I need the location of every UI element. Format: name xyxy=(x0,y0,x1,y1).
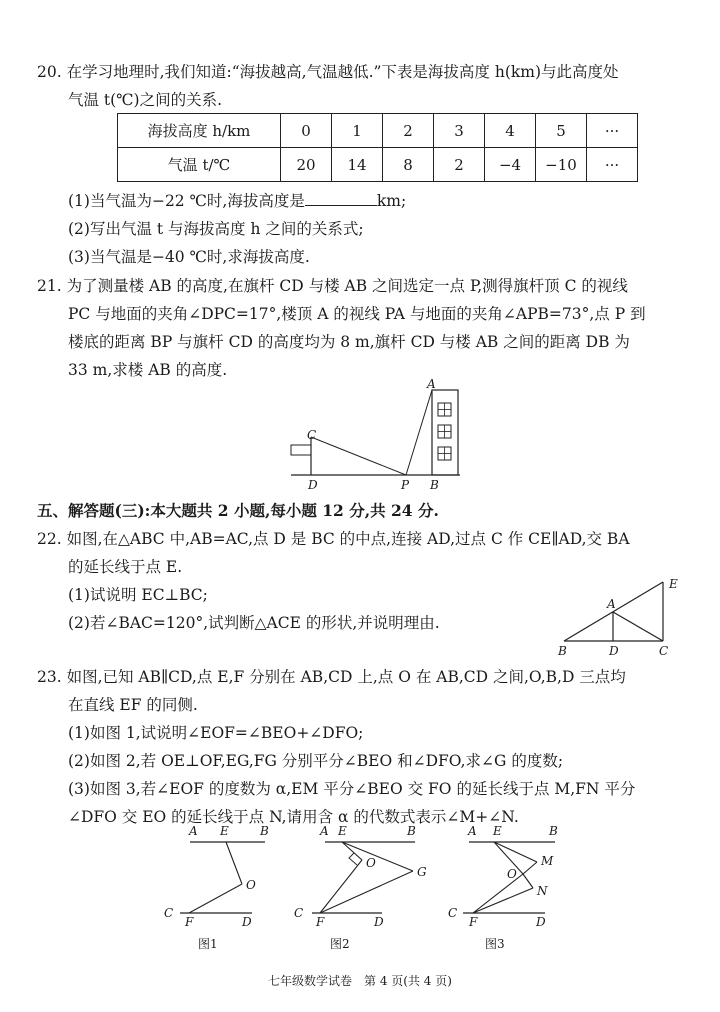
answer-blank xyxy=(305,191,377,206)
table-cell: −4 xyxy=(485,148,536,182)
q23-stem-line2: 在直线 EF 的同侧. xyxy=(68,696,198,714)
q22-sub2: (2)若∠BAC=120°,试判断△ACE 的形状,并说明理由. xyxy=(68,614,440,632)
label-g: G xyxy=(417,865,427,879)
q20-sub3: (3)当气温是−40 ℃时,求海拔高度. xyxy=(68,248,310,266)
segment-eo xyxy=(226,842,242,884)
table-row xyxy=(118,114,638,148)
label-e: E xyxy=(669,577,678,591)
table-cell: ··· xyxy=(587,148,638,182)
segment-em xyxy=(494,842,537,862)
label-o: O xyxy=(507,867,517,881)
q21-stem-line4: 33 m,求楼 AB 的高度. xyxy=(68,361,228,379)
label-d: D xyxy=(536,915,546,929)
q20-sub1 xyxy=(68,189,406,211)
table-cell: 2 xyxy=(383,114,434,148)
table-cell: 4 xyxy=(485,114,536,148)
label-c: C xyxy=(659,644,669,658)
segment-om xyxy=(523,862,537,874)
segment-fg xyxy=(320,871,413,913)
table-cell: 14 xyxy=(332,148,383,182)
q23-sub3-line2: ∠DFO 交 EO 的延长线于点 N,请用含 α 的代数式表示∠M+∠N. xyxy=(68,808,519,826)
label-f: F xyxy=(185,915,194,929)
q23-sub2: (2)如图 2,若 OE⊥OF,EG,FG 分别平分∠BEO 和∠DFO,求∠G 的度数; xyxy=(68,752,564,770)
q23-sub3-line1: (3)如图 3,若∠EOF 的度数为 α,EM 平分∠BEO 交 FO 的延长线于点 M,FN 平分 xyxy=(68,780,636,798)
label-c: C xyxy=(294,906,304,920)
page-footer: 七年级数学试卷 第 4 页(共 4 页) xyxy=(268,974,452,988)
q23-stem-line1: 23. 如图,已知 AB∥CD,点 E,F 分别在 AB,CD 上,点 O 在 AB,CD 之间,O,B,D 三点均 xyxy=(37,668,626,686)
label-b: B xyxy=(407,824,416,838)
table-cell: ··· xyxy=(587,114,638,148)
segment-fn xyxy=(473,888,533,913)
label-c: C xyxy=(164,906,174,920)
label-e: E xyxy=(220,824,229,838)
q20-sub2: (2)写出气温 t 与海拔高度 h 之间的关系式; xyxy=(68,220,364,238)
table-cell: −10 xyxy=(536,148,587,182)
table-cell: 1 xyxy=(332,114,383,148)
label-e: E xyxy=(338,824,347,838)
label-d: D xyxy=(609,644,619,658)
label-d: D xyxy=(308,478,318,492)
label-o: O xyxy=(246,878,256,892)
table-row-label: 海拔高度 h/km xyxy=(118,114,281,148)
section-heading: 五、解答题(三):本大题共 2 小题,每小题 12 分,共 24 分. xyxy=(37,501,439,520)
figure-caption: 图2 xyxy=(330,937,350,951)
q23-figure-2 xyxy=(290,822,430,954)
segment-eo xyxy=(342,842,362,860)
q21-stem-line2: PC 与地面的夹角∠DPC=17°,楼顶 A 的视线 PA 与地面的夹角∠APB=73°,点 P 到 xyxy=(68,305,646,323)
segment-of xyxy=(320,860,362,913)
q20-stem-line2: 气温 t(℃)之间的关系. xyxy=(68,91,223,109)
table-cell: 3 xyxy=(434,114,485,148)
label-m: M xyxy=(541,854,554,868)
table-row xyxy=(118,148,638,182)
table-row-label: 气温 t/℃ xyxy=(118,148,281,182)
segment-of xyxy=(189,884,242,913)
figure-caption: 图1 xyxy=(198,937,218,951)
q20-sub1-text: (1)当气温为−22 ℃时,海拔高度是 xyxy=(68,192,305,210)
label-o: O xyxy=(366,856,376,870)
segment-eg xyxy=(342,842,413,871)
label-a: A xyxy=(468,824,477,838)
altitude-temperature-table xyxy=(117,113,638,182)
table-cell: 0 xyxy=(281,114,332,148)
label-c: C xyxy=(307,428,317,442)
sightline-pc xyxy=(311,437,406,475)
label-n: N xyxy=(537,884,548,898)
label-d: D xyxy=(374,915,384,929)
segment-on xyxy=(523,874,533,888)
label-f: F xyxy=(316,915,325,929)
label-a: A xyxy=(607,597,616,611)
flag-icon xyxy=(291,445,311,455)
label-a: A xyxy=(320,824,329,838)
table-cell: 20 xyxy=(281,148,332,182)
q21-figure xyxy=(280,375,480,495)
q23-figure-3 xyxy=(445,822,575,954)
q23-figure-1 xyxy=(160,822,275,954)
label-b: B xyxy=(260,824,269,838)
q22-sub1: (1)试说明 EC⊥BC; xyxy=(68,586,208,604)
label-a: A xyxy=(427,377,436,391)
label-a: A xyxy=(189,824,198,838)
segment-ac xyxy=(613,612,663,641)
q22-stem-line2: 的延长线于点 E. xyxy=(68,558,183,576)
label-f: F xyxy=(469,915,478,929)
table-cell: 5 xyxy=(536,114,587,148)
q23-sub1: (1)如图 1,试说明∠EOF=∠BEO+∠DFO; xyxy=(68,724,364,742)
label-d: D xyxy=(242,915,252,929)
q21-stem-line3: 楼底的距离 BP 与旗杆 CD 的高度均为 8 m,旗杆 CD 与楼 AB 之间的距离 DB 为 xyxy=(68,333,630,351)
label-b: B xyxy=(549,824,558,838)
label-e: E xyxy=(493,824,502,838)
q22-figure xyxy=(555,575,695,660)
figure-caption: 图3 xyxy=(485,937,505,951)
label-c: C xyxy=(448,906,458,920)
q21-stem-line1: 21. 为了测量楼 AB 的高度,在旗杆 CD 与楼 AB 之间选定一点 P,测得旗杆顶 C 的视线 xyxy=(37,277,628,295)
q20-sub1-unit: km; xyxy=(376,192,407,210)
q22-stem-line1: 22. 如图,在△ABC 中,AB=AC,点 D 是 BC 的中点,连接 AD,过点 C 作 CE∥AD,交 BA xyxy=(37,530,630,548)
label-b: B xyxy=(430,478,439,492)
table-cell: 8 xyxy=(383,148,434,182)
table-cell: 2 xyxy=(434,148,485,182)
sightline-pa xyxy=(406,390,432,475)
label-b: B xyxy=(558,644,567,658)
q20-stem-line1: 20. 在学习地理时,我们知道:“海拔越高,气温越低.”下表是海拔高度 h(km)与此高度处 xyxy=(37,63,619,81)
label-p: P xyxy=(401,478,410,492)
